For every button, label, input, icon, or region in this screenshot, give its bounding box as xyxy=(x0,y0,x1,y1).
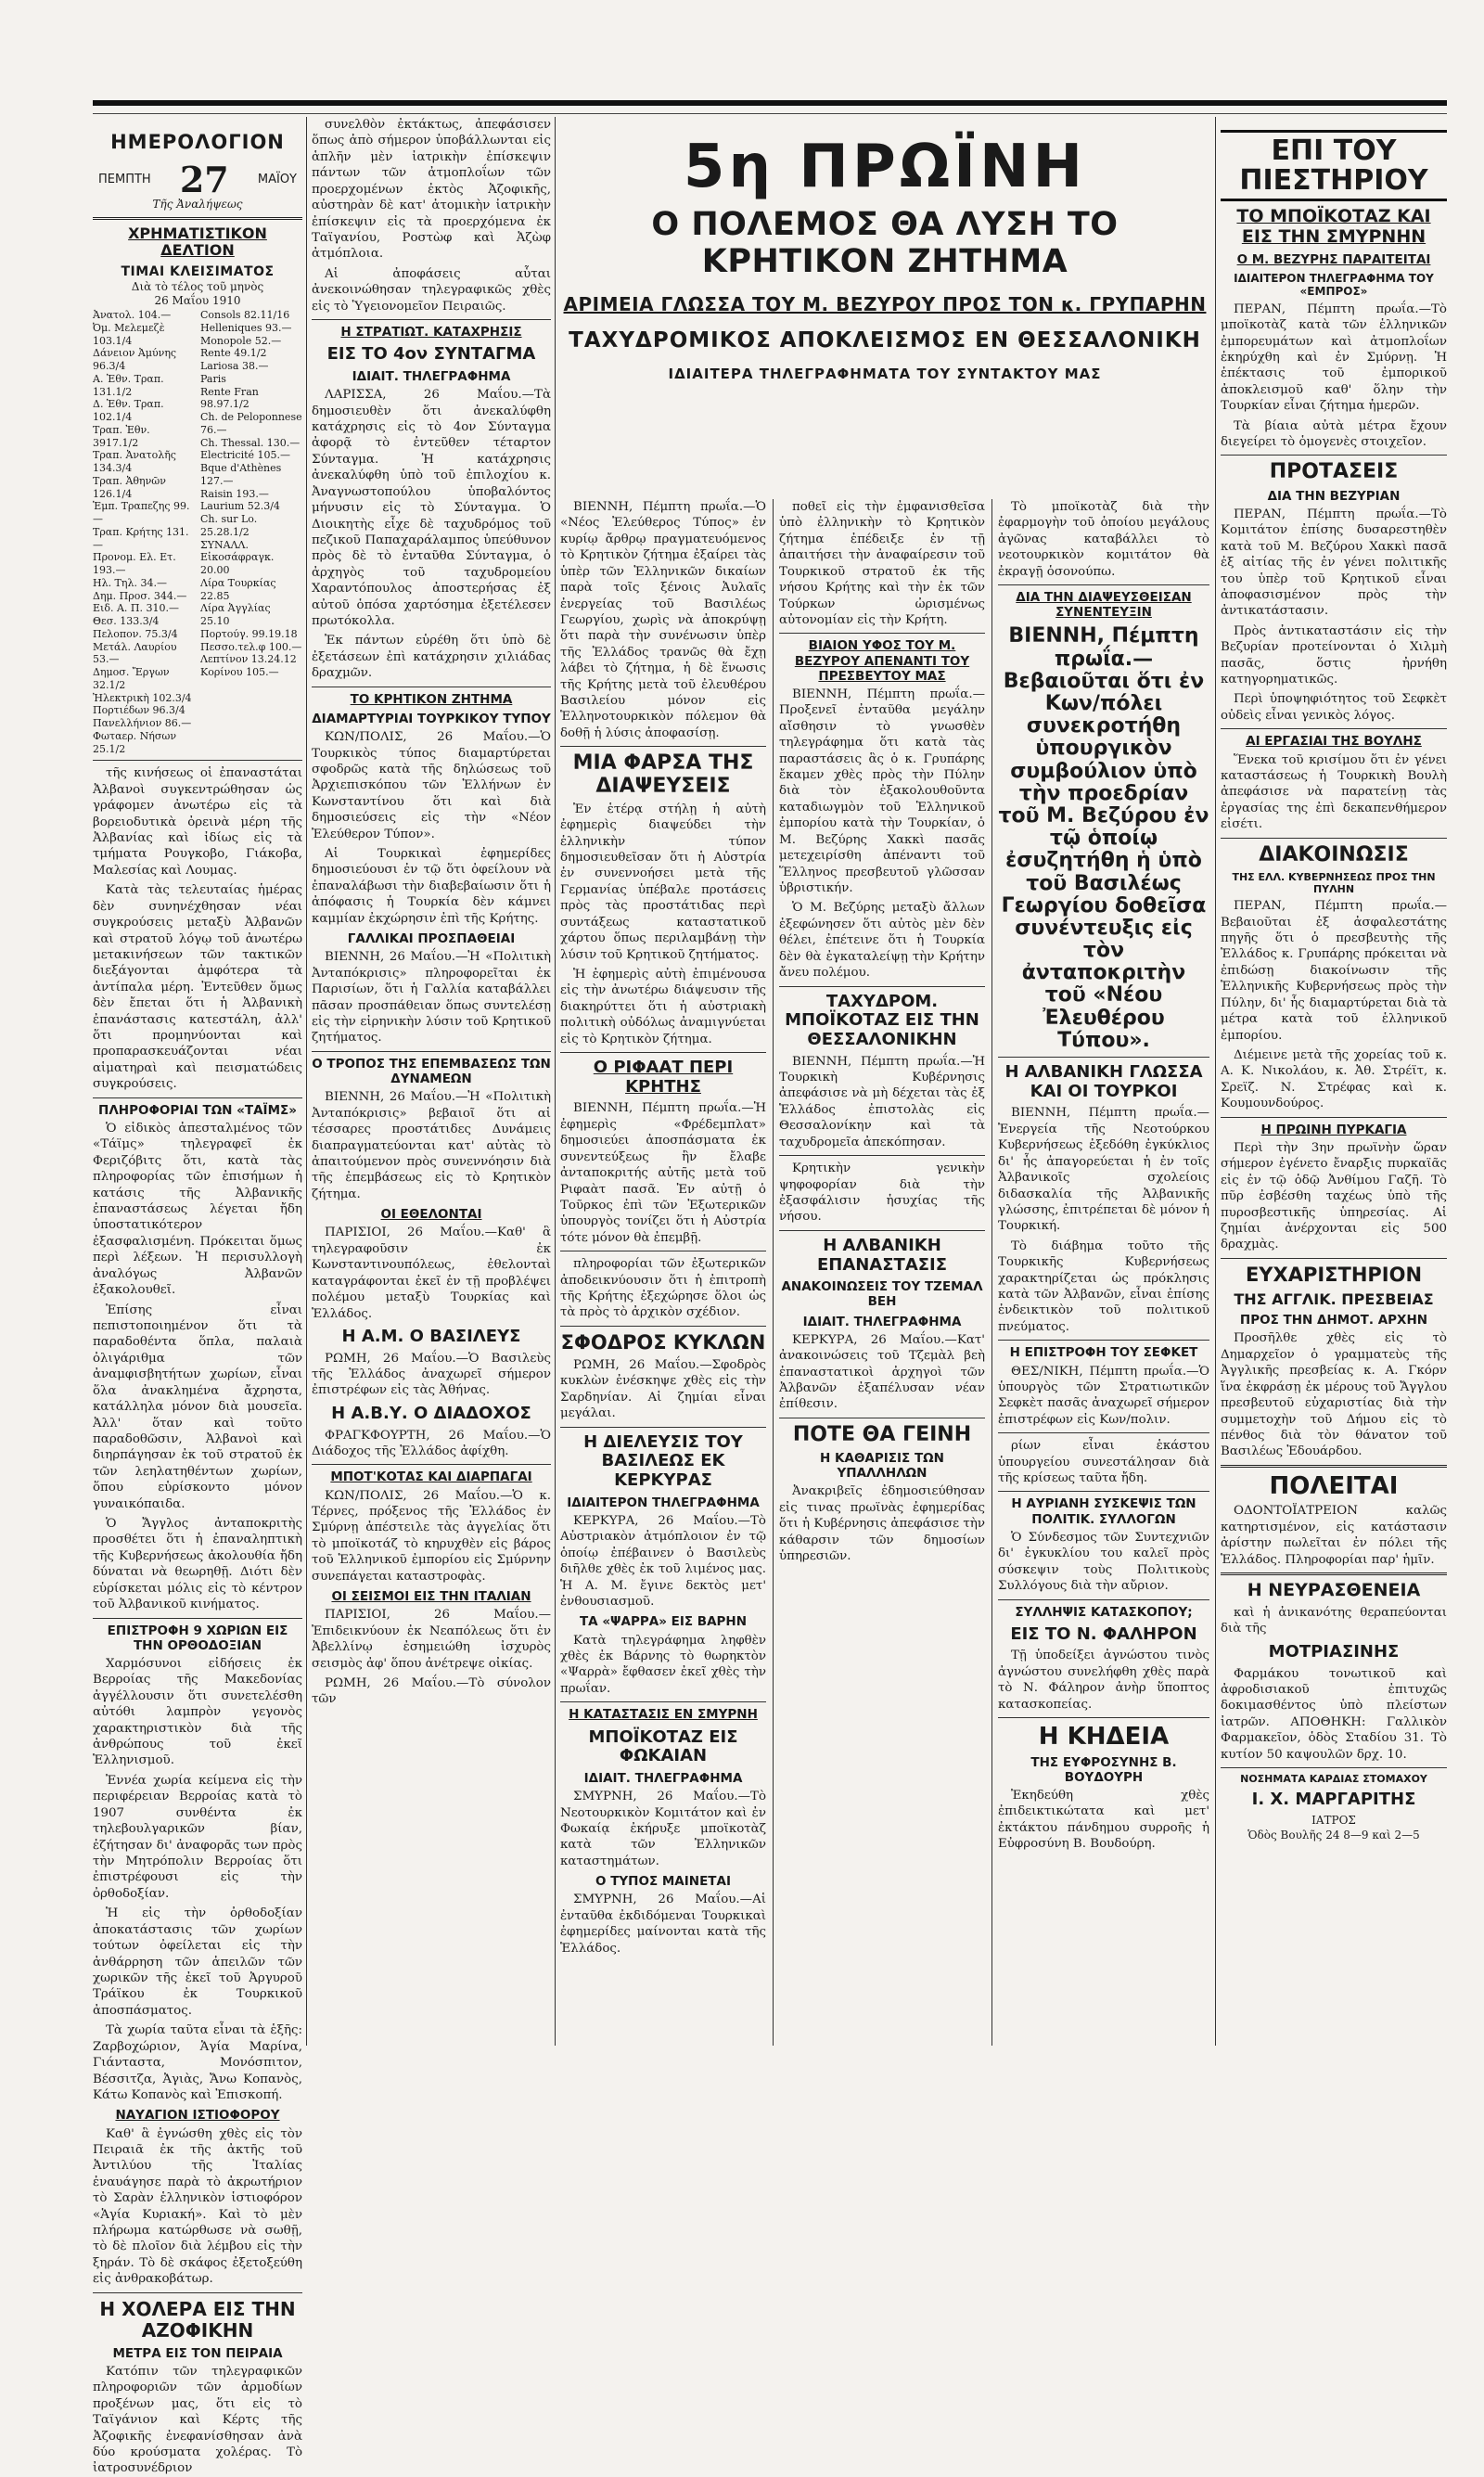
article-text: Τὸ μποϊκοτὰζ διὰ τὴν ἐφαρμογὴν τοῦ ὁποίου μεγάλους ἀγῶνας καταβάλλει τὸ νεοτουρκικὸν κομιτάτον θὰ ἐκραγῇ ὁσονούπω. xyxy=(998,500,1209,579)
column-main xyxy=(560,117,1209,2046)
article-text: Ἐκ πάντων εὑρέθη ὅτι ὑπὸ δὲ ἐξετάσεων ἐπὶ κατάχρησιν χιλιάδας δραχμῶν. xyxy=(312,634,551,681)
article-text: ΡΩΜΗ, 26 Μαΐου.—Ὁ Βασιλεὺς τῆς Ἑλλάδος ἀναχωρεῖ σήμερον ἐπιστρέφων εἰς τὰς Ἀθήνας. xyxy=(312,1351,551,1398)
month-name: ΜΑΪΟΥ xyxy=(257,172,297,186)
finance-title: ΧΡΗΜΑΤΙΣΤΙΚΟΝ ΔΕΛΤΙΟΝ xyxy=(128,224,267,260)
divider xyxy=(93,760,302,761)
article-text: ρίων εἶναι ἑκάστου ὑπουργείου συνεστάλησαν διὰ τῆς κρίσεως ταῦτα ἤδη. xyxy=(998,1439,1209,1486)
price-row: Τραπ. Ἀθηνῶν 126.1/4 xyxy=(93,474,166,500)
article-text: ΒΙΕΝΝΗ, Πέμπτη πρωΐα.—Ἡ Τουρκικὴ Κυβέρνησις ἀπεφάσισε νὰ μὴ δέχεται τὰς ἐξ Ἑλλάδος ἐπιστολὰς εἰς Θεσσαλονίκην καὶ τὰ ταχυδρομεῖα ἀπεκόπησαν. xyxy=(779,1054,985,1149)
article-text: Τὰ χωρία ταῦτα εἶναι τὰ ἑξῆς: Ζαρβοχώριον, Ἁγία Μαρίνα, Γιάνταστα, Μονόσπιτον, Βέσσιτζα, Ἀγιὰς, Ἄνω Κοπανὸς, Κάτω Κοπανὸς καὶ Ἐπισκοπή. xyxy=(93,2023,302,2102)
article-text: Ἐκηδεύθη χθὲς ἐπιδεικτικώτατα καὶ μετ' ἐκτάκτου πάνδημου συρροῆς ἡ Εὐφροσύνη Β. Βουδούρη. xyxy=(998,1789,1209,1852)
price-row: Προνομ. Ελ. Ετ. 193.— xyxy=(93,551,176,577)
article-text: Ἡ ἐφημερὶς αὐτὴ ἐπιμένουσα εἰς τὴν ἀνωτέρω διάψευσιν τῆς διακηρύττει ὅτι ἡ αὐστριακὴ πολιτικὴ οὐδόλως ἀναμιγνύεται εἰς τὸ Κρητικὸν ζήτημα. xyxy=(560,967,766,1046)
article-text: Ὁ εἰδικὸς ἀπεσταλμένος τῶν «Τάϊμς» τηλεγραφεῖ ἐκ Φεριζόβιτς ὅτι, κατὰ τὰς πληροφορίας τῶν ἐπισήμων ἡ κατάσις τῆς Ἀλβανικῆς ἐπαναστάσεως λέγεται ἤδη ὑποστατικότερον ἐξασφαλισμένη. Πρόκειται ὅμως περὶ λέξεων. Ἡ περισυλλογὴ ἀναλόγως Ἀλβανῶν ἐξακολουθεῖ. xyxy=(93,1121,302,1298)
column-calendar xyxy=(93,117,302,2476)
divider xyxy=(560,1427,766,1428)
price-table xyxy=(93,309,302,755)
article-text: ΠΑΡΙΣΙΟΙ, 26 Μαΐου.—Ἐπιδεικνύουν ἐκ Νεαπόλεως ὅτι ἐν Ἀβελλίνῳ ἐσημειώθη ἰσχυρὸς σεισμὸς ἀφ' ὅπου ἀνέτρεψε οἰκίας. xyxy=(312,1608,551,1671)
divider xyxy=(1221,728,1447,729)
divider xyxy=(560,1326,766,1327)
price-row: Α. Ἐθν. Τραπ. 131.1/2 xyxy=(93,372,164,398)
column-news xyxy=(312,117,551,2046)
subcolumn-c xyxy=(998,499,1209,2046)
article-text: Καθ' ἃ ἐγνώσθη χθὲς εἰς τὸν Πειραιᾶ ἐκ τῆς ἀκτῆς τοῦ Ἀντιλύου τῆς Ἰταλίας ἐναυάγησε παρὰ τὸ ἀκρωτήριον τὸ Σαρὰν ἑλληνικὸν ἱστιοφόρον «Ἁγία Κυριακή». Καὶ τὸ μὲν πλήρωμα κατώρθωσε νὰ σωθῇ, τὸ δὲ πλοῖον διὰ λέμβου εἰς τὴν ξηράν. Τὸ δὲ σκάφος ἐξετοξεύθη εἰς ἀνθρακοβάτωρ. xyxy=(93,2126,302,2287)
article-text: Χαρμόσυνοι εἰδήσεις ἐκ Βερροίας τῆς Μακεδονίας ἀγγέλλουσιν ὅτι συνετελέσθη αὐτόθι λαμπρὸν γεγονὸς χαρακτηριστικὸν διὰ τῆς ἀνθρώπους τοῦ ἐκεῖ Ἑλληνισμοῦ. xyxy=(93,1656,302,1768)
article-headline: ΠΛΗΡΟΦΟΡΙΑΙ ΤΩΝ «ΤΑΪΜΣ» xyxy=(98,1102,297,1118)
price-row: Lariosa 38.— xyxy=(200,360,269,373)
article-headline: ΤΑΧΥΔΡΟΜ. ΜΠΟΪΚΟΤΑΖ ΕΙΣ ΤΗΝ ΘΕΣΣΑΛΟΝΙΚΗΝ xyxy=(785,991,979,1049)
divider xyxy=(1221,1258,1447,1259)
price-row: Monopole 52.— xyxy=(200,334,282,347)
ad-text: ΟΔΟΝΤΟΪΑΤΡΕΙΟΝ καλῶς κατηρτισμένον, εἰς κατάστασιν ἀρίστην πωλεῖται ἐν πόλει τῆς Ἑλλάδος. Πληροφορίαι παρ' ἡμῖν. xyxy=(1221,1504,1447,1567)
price-row: Ch. sur Lo. 25.28.1/2 xyxy=(200,513,258,538)
price-row: Ὀμ. Μελεμεζὲ 103.1/4 xyxy=(93,321,165,347)
article-text: ΡΩΜΗ, 26 Μαΐου.—Σφοδρὸς κυκλὼν ἐνέσκηψε χθὲς εἰς τὴν Σαρδηνίαν. Αἱ ζημίαι εἶναι μεγάλαι. xyxy=(560,1357,766,1421)
ad-headline: Η ΝΕΥΡΑΣΘΕΝΕΙΑ xyxy=(1247,1580,1421,1601)
article-headline: ΕΙΣ ΤΟ Ν. ΦΑΛΗΡΟΝ xyxy=(1010,1624,1197,1644)
column-press xyxy=(1221,117,1447,2046)
article-subheadline: ΙΔΙΑΙΤ. ΤΗΛΕΓΡΑΦΗΜΑ xyxy=(583,1770,743,1786)
subcolumn-rule xyxy=(991,499,992,2046)
article-headline: ΠΡΟΤΑΣΕΙΣ xyxy=(1269,460,1399,484)
article-text: Τὸ διάβημα τοῦτο τῆς Τουρκικῆς Κυβερνήσεως χαρακτηρίζεται ὡς πρόκλησις κατὰ τῶν Ἀλβανῶν, εἶναι ἐπίσης ἐνδεικτικὸν τοῦ πολιτικοῦ πνεύματος. xyxy=(998,1238,1209,1334)
article-text: ΒΙΕΝΝΗ, Πέμπτη πρωΐα.—Ἡ ἐφημερὶς «Φρέδεμπλατ» δημοσιεύει ἀποσπάσματα ἐκ συνεντεύξεως ἣν ἔλαβε ἀνταποκριτής αὐτῆς μετὰ τοῦ Ριφαὰτ πασᾶ. Ἐν αὐτῇ ὁ Τοῦρκος ἐπὶ τῶν Ἐξωτερικῶν ὑπουργὸς τονίζει ὅτι ἡ Αὐστρία τότε μόνον θὰ ἐπεμβῇ. xyxy=(560,1101,766,1245)
article-text: ΦΡΑΓΚΦΟΥΡΤΗ, 26 Μαΐου.—Ὁ Διάδοχος τῆς Ἑλλάδος ἀφίχθη. xyxy=(312,1428,551,1458)
price-row: Δημοσ. Ἔργων 32.1/2 xyxy=(93,666,170,691)
article-text: ΒΙΕΝΝΗ, Πέμπτη πρωΐα.—Ὁ «Νέος Ἐλεύθερος Τύπος» ἐν κυρίῳ ἄρθρῳ πραγματευόμενος τὸ Κρητικὸν ζήτημα ἐξαίρει τὰς ὑπὲρ τῶν Ἑλληνικῶν δικαίων παρὰ τοῖς ξένοις Ἀυλαῖς ἐνεργείας τοῦ Βασιλέως Γεωργίου, χωρὶς νὰ ἀποκρύψῃ ὅτι παρὰ τὴν συνένωσιν ὑπὲρ τῆς Ἑλλάδος τρανῶς θὰ ἔχῃ λάβει τὸ ζήτημα, ἡ δὲ ἕνωσις τῆς Κρήτης μετὰ τοῦ ἐλευθέρου Βασιλείου μόνον εἰς Ἑλληνοτουρκικὸν πόλεμον θὰ δοθῇ ἡ λύσις ἀποφασίσῃ. xyxy=(560,500,766,740)
article-text: Αἱ Τουρκικαὶ ἐφημερίδες δημοσιεύουσι ἐν τῷ ὅτι ὀφείλουν νὰ ἐπαναλάβωσι τὴν διαβεβαίωσιν ὅτι ἡ ἀπόφασις ἡ Τουρκία δὲν κάμνει καμμίαν ἐκχώρησιν ἐπὶ τῆς Κρήτης. xyxy=(312,847,551,926)
article-text: Περὶ τὴν 3ην πρωϊνὴν ὥραν σήμερον ἐγένετο ἔναρξις πυρκαϊᾶς εἰς ἐν τῷ ὁδῷ Ἀνθίμου Γαζῆ. Τὸ πῦρ ἐσβέσθη ταχέως ὑπὸ τῆς πυροσβεστικῆς ὑπηρεσίας. Αἱ ζημίαι ἀνέρχονται εἰς 500 δραχμὰς. xyxy=(1221,1140,1447,1252)
price-row: Ηλ. Τηλ. 34.— xyxy=(93,576,167,589)
article-subheadline: ΜΕΤΡΑ ΕΙΣ ΤΟΝ ΠΕΙΡΑΙΑ xyxy=(112,2345,283,2361)
article-text: ΠΑΡΙΣΙΟΙ, 26 Μαΐου.—Καθ' ἃ τηλεγραφοῦσιν ἐκ Κωνσταντινουπόλεως, ἐθελονταὶ καταγράφονται ἐκεῖ ἐν τῇ προβλέψει πολέμου μεταξὺ Τουρκίας καὶ Ἑλλάδος. xyxy=(312,1226,551,1321)
article-text: Τὰ βίαια αὐτὰ μέτρα ἔχουν διεγείρει τὸ ὁμογενὲς στοιχεῖον. xyxy=(1221,418,1447,450)
article-text: ΛΑΡΙΣΣΑ, 26 Μαΐου.—Τὰ δημοσιευθὲν ὅτι ἀνεκαλύφθη κατάχρησις εἰς τὸ 4ον Σύνταγμα ἀφορᾷ τὸ ἐντεῦθεν τέταρτον Σύνταγμα. Ἡ κατάχρησις ἀνεκαλύφθη ὑπὸ τοῦ ἐπιλοχίου κ. Ἀναγνωστοπούλου ὑποβαλόντος μήνυσιν εἰς τὸ Σύνταγμα. Ὁ Διοικητὴς εἶχε δὲ ταχυδρόμος τοῦ πεζικοῦ Παπαχαράλαμπος ὑπεύθυνον πρὸς δὲ τὸ ἐνταῦθα Σύνταγμα, ὁ ἀρχηγὸς τοῦ ταχυδρομείου Χαραντόπουλος ἀποστερήσας ἐξ αὐτοῦ ὁπόσα χαρτόσημα ἐξετέλεσεν πρωτόκολλα. xyxy=(312,388,551,629)
article-text: ΚΕΡΚΥΡΑ, 26 Μαΐου.—Τὸ Αὐστριακὸν ἀτμόπλοιον ἐν τῷ ὁποίῳ ἐπέβαινεν ὁ Βασιλεὺς διῆλθε χθὲς ἐκ τοῦ λιμένος μας. Ἡ Α. Μ. ἔγινε δεκτὸς μετ' ἐνθουσιασμοῦ. xyxy=(560,1513,766,1610)
article-text: Αἱ ἀποφάσεις αὗται ἀνεκοινώθησαν τηλεγραφικῶς χθὲς εἰς τὸ Ὑγειονομεῖον Πειραιῶς. xyxy=(312,266,551,314)
day-number: 27 xyxy=(179,159,229,201)
article-text: ΣΜΥΡΝΗ, 26 Μαΐου.—Αἱ ἐνταῦθα ἐκδιδόμεναι Τουρκικαὶ ἐφημερίδες μαίνονται κατὰ τῆς Ἑλλάδος. xyxy=(560,1893,766,1956)
article-headline: ΝΑΥΑΓΙΟΝ ΙΣΤΙΟΦΟΡΟΥ xyxy=(115,2108,280,2124)
article-headline: Ο ΡΙΦΑΑΤ ΠΕΡΙ ΚΡΗΤΗΣ xyxy=(593,1058,734,1097)
divider xyxy=(1221,1117,1447,1118)
article-subheadline: Η ΚΑΘΑΡΙΣΙΣ ΤΩΝ ΥΠΑΛΛΗΛΩΝ xyxy=(820,1451,944,1482)
article-subheadline: ΤΗΣ ΕΛΛ. ΚΥΒΕΡΝΗΣΕΩΣ ΠΡΟΣ ΤΗΝ ΠΥΛΗΝ xyxy=(1232,870,1436,895)
divider xyxy=(998,1717,1209,1718)
price-row: Ch. Thessal. 130.— xyxy=(200,436,301,449)
article-text: ΚΩΝ/ΠΟΛΙΣ, 26 Μαΐου.—Ὁ Τουρκικὸς τύπος διαμαρτύρεται σφοδρῶς κατὰ τῆς δηλώσεως τοῦ Ἀρχιεπισκόπου τῶν Ἑλλήνων ἐν Κωνσταντίνου ὅτι καὶ διὰ δημοσιεύσεις εἰς τὴν «Νέον Ἐλεύθερον Τύπον». xyxy=(312,730,551,841)
article-text: ΡΩΜΗ, 26 Μαΐου.—Τὸ σύνολον τῶν xyxy=(312,1676,551,1707)
column-rule xyxy=(306,117,307,2046)
article-text: τῆς κινήσεως οἱ ἐπαναστάται Ἀλβανοὶ συγκεντρώθησαν ὡς γράφομεν ἀνωτέρω εἰς τὰ βορειοδυτικὰ ὀρεινὰ μέρη τῆς Ἀλβανίας καὶ ἰδίως εἰς τὰ τμήματα Ρουγκοβο, Γιάκοβα, Μαλεσίας καὶ Λουμας. xyxy=(93,766,302,878)
price-row: Πορτιέδων 96.3/4 xyxy=(93,704,186,717)
article-subheadline: ΙΔΙΑΙΤ. ΤΗΛΕΓΡΑΦΗΜΑ xyxy=(352,368,511,384)
price-row: Πεσσο.τελ.φ 100.— xyxy=(200,640,302,653)
article-headline: Ο ΤΡΟΠΟΣ ΤΗΣ ΕΠΕΜΒΑΣΕΩΣ ΤΩΝ ΔΥΝΑΜΕΩΝ xyxy=(312,1056,551,1087)
article-text: Κατὰ τὰς τελευταίας ἡμέρας δὲν συνηνέχθησαν νέαι συγκρούσεις μεταξὺ Ἀλβανῶν καὶ στρατοῦ λόγῳ τοῦ ἀνωτέρω μετακινήσεων τῶν τακτικῶν διεξάγονται ἀμφότερα τὰ ἀντίπαλα μέρη. Ἐντεῦθεν ὅμως δὲν ἔπεται ὅτι ἡ Ἀλβανικὴ ἐπανάστασις κατεστάλη, ἀλλ' ὅτι προμηνύονται καὶ προπαρασκευάζονται νέαι αἱματηραὶ καὶ πεισματώδεις συγκρούσεις. xyxy=(93,883,302,1092)
price-row: Δάνειον Ἀμύνης 96.3/4 xyxy=(93,347,177,373)
edition-title: 5η ΠΡΩΪΝΗ xyxy=(683,133,1087,201)
prices-subtitle: Διὰ τὸ τέλος τοῦ μηνὸς xyxy=(131,279,264,293)
article-headline: Η ΣΤΡΑΤΙΩΤ. ΚΑΤΑΧΡΗΣΙΣ xyxy=(340,325,522,340)
subheadline: ΑΡΙΜΕΙΑ ΓΛΩΣΣΑ ΤΟΥ Μ. ΒΕΖΥΡΟΥ ΠΡΟΣ ΤΟΝ κ. ΓΡΥΠΑΡΗΝ xyxy=(563,292,1207,315)
top-rule-thin xyxy=(93,113,1447,114)
ad-text: καὶ ἡ ἀνικανότης θεραπεύονται διὰ τῆς xyxy=(1221,1605,1447,1636)
subheadline: ΤΑΧΥΔΡΟΜΙΚΟΣ ΑΠΟΚΛΕΙΣΜΟΣ ΕΝ ΘΕΣΣΑΛΟΝΙΚΗ xyxy=(569,327,1201,353)
ad-doctor-name: Ι. Χ. ΜΑΡΓΑΡΙΤΗΣ xyxy=(1251,1790,1416,1810)
article-text: Ἐπίσης εἶναι πεπιστοποιημένον ὅτι τὰ παραδοθέντα ὅπλα, παλαιὰ ὀλιγάριθμα τῶν ἀναμφισβητήτων χωρίων, εἶναι ὅλα ἀνακλημένα ἄχρηστα, κατάλληλα μόνον διὰ μουσεῖα. Ἀλλ' ὅταν καὶ τοῦτο παραδοθῶσιν, Ἀλβανοὶ καὶ διηρπάγησαν ἐκ τοῦ στρατοῦ ἐκ τῶν λεηλατηθέντων χωρίων, ὅπου εὑρίσκοντο μόνον γυναικόπαιδα. xyxy=(93,1303,302,1511)
calendar-masthead: ΗΜΕΡΟΛΟΓΙΟΝ xyxy=(110,131,285,153)
divider xyxy=(312,1464,551,1465)
article-headline: Η Α.Β.Υ. Ο ΔΙΑΔΟΧΟΣ xyxy=(331,1403,531,1423)
dateline xyxy=(93,159,302,201)
article-headline: ΤΗΣ ΑΓΓΛΙΚ. ΠΡΕΣΒΕΙΑΣ xyxy=(1234,1290,1434,1308)
price-row: Bque d'Athènes 127.— xyxy=(200,462,282,487)
price-row: Πανελλήνιον 86.— xyxy=(93,717,192,730)
article-subheadline: ΙΔΙΑΙΤΕΡΟΝ ΤΗΛΕΓΡΑΦΗΜΑ ΤΟΥ «ΕΜΠΡΟΣ» xyxy=(1234,271,1434,299)
article-headline: ΕΙΣ ΤΟ 4ον ΣΥΝΤΑΓΜΑ xyxy=(326,344,536,365)
article-subheadline: ΙΔΙΑΙΤ. ΤΗΛΕΓΡΑΦΗΜΑ xyxy=(802,1314,962,1329)
divider xyxy=(779,1230,985,1231)
article-text: ΘΕΣ/ΝΙΚΗ, Πέμπτη πρωΐα.—Ὁ ὑπουργὸς τῶν Στρατιωτικῶν Σεφκὲτ πασᾶς ἀναχωρεῖ σήμερον ἐπιστρέφων εἰς Κων/πολιν. xyxy=(998,1364,1209,1427)
ad-headline: ΝΟΣΗΜΑΤΑ ΚΑΡΔΙΑΣ ΣΤΟΜΑΧΟΥ xyxy=(1240,1773,1427,1786)
ad-doctor-role: ΙΑΤΡΟΣ xyxy=(1311,1813,1356,1827)
top-rule xyxy=(93,100,1447,106)
divider xyxy=(998,1491,1209,1492)
price-row: Ἀνατολ. 104.— xyxy=(93,309,172,322)
price-list-left xyxy=(93,309,195,755)
article-headline: ΓΑΛΛΙΚΑΙ ΠΡΟΣΠΑΘΕΙΑΙ xyxy=(347,931,516,947)
article-headline: Η ΑΥΡΙΑΝΗ ΣΥΣΚΕΨΙΣ ΤΩΝ ΠΟΛΙΤΙΚ. ΣΥΛΛΟΓΩΝ xyxy=(1011,1496,1196,1527)
price-row: Λεπτίνον 13.24.12 xyxy=(200,653,297,666)
divider xyxy=(93,217,302,220)
article-text: Ἀνακριβεῖς ἐδημοσιεύθησαν εἰς τινας πρωϊνὰς ἐφημερίδας ὅτι ἡ Κυβέρνησις ἀπεφάσισε τὴν κάθαρσιν τῶν δημοσίων ὑπηρεσιῶν. xyxy=(779,1484,985,1564)
article-text: ποθεῖ εἰς τὴν ἐμφανισθεῖσα ὑπὸ ἐλληνικὴν τὸ Κρητικὸν ζήτημα ἐπέδειξε ἐν τῇ ἀπαιτήσει τὴν ἀναφαίρεσιν τοῦ Τουρκικοῦ στρατοῦ ἐκ τῆς νήσου Κρήτης καὶ τὴν ἐκ τῶν Τούρκων ὠρισμένως αὐτονομίαν εἰς τὴν Κρήτη. xyxy=(779,500,985,627)
article-headline: ΒΙΑΙΟΝ ΥΦΟΣ ΤΟΥ Μ. ΒΕΖΥΡΟΥ ΑΠΕΝΑΝΤΙ ΤΟΥ ΠΡΕΣΒΕΥΤΟΥ ΜΑΣ xyxy=(794,638,970,684)
article-headline: ΣΦΟΔΡΟΣ ΚΥΚΛΩΝ xyxy=(560,1330,766,1354)
article-text: ΣΜΥΡΝΗ, 26 Μαΐου.—Τὸ Νεοτουρκικὸν Κομιτάτον καὶ ἐν Φωκαίᾳ ἐκήρυξε μποϊκοτὰζ κατὰ τῶν Ἑλληνικῶν καταστημάτων. xyxy=(560,1790,766,1868)
press-title: ΕΠΙ ΤΟΥ ΠΙΕΣΤΗΡΙΟΥ xyxy=(1221,130,1447,201)
article-text: ΒΙΕΝΝΗ, 26 Μαΐου.—Ἡ «Πολιτικὴ Ἀνταπόκρισις» βεβαιοῖ ὅτι αἱ τέσσαρες προστάτιδες Δυνάμεις διαπραγματεύονται κατ' αὐτὰς τὸ ἀπαιτούμενον πρὸς συνεννόησιν διὰ τῆς ἐπεμβάσεως εἰς τὸ Κρητικὸν ζήτημα. xyxy=(312,1090,551,1201)
divider xyxy=(560,1701,766,1702)
price-row: Rente Fran 98.97.1/2 xyxy=(200,385,259,411)
article-subheadline: ΔΙΑ ΤΗΝ ΒΕΖΥΡΙΑΝ xyxy=(1267,488,1401,504)
article-text: Ὁ Σύνδεσμος τῶν Συντεχνιῶν δι' ἐγκυκλίου του καλεῖ πρὸς σύσκεψιν τοὺς Πολιτικοὺς Συλλόγους διὰ τὴν αὔριον. xyxy=(998,1530,1209,1594)
article-text: Ἐν ἑτέρᾳ στήλῃ ἡ αὐτὴ ἐφημερὶς διαψεύδει τὴν ἑλληνικὴν τύπον δημοσιευθεῖσαν ὅτι ἡ Αὐστρία ἐν συνεννοήσει μετὰ τῆς Γερμανίας ὑπέβαλε προτάσεις πρὸς τὰς προστάτιδας περὶ συντάξεως καταστατικοῦ χάρτου ὅπως περιλαμβάνῃ τὴν λύσιν τοῦ Κρητικοῦ ζητήματος. xyxy=(560,802,766,962)
price-row: Κορίνου 105.— xyxy=(200,666,279,679)
article-text: Διέμεινε μετὰ τῆς χορείας τοῦ κ. Α. Κ. Νικολάου, κ. Ἀθ. Στρέϊτ, κ. Σρεϊζ. Ν. Στρέφας καὶ κ. Κουμουνδούρος. xyxy=(1221,1047,1447,1111)
divider xyxy=(1221,1465,1447,1468)
article-headline: ΣΥΛΛΗΨΙΣ ΚΑΤΑΣΚΟΠΟΥ; xyxy=(1015,1604,1193,1620)
article-headline: ΑΝΑΚΟΙΝΩΣΕΙΣ ΤΟΥ ΤΖΕΜΑΛ ΒΕΗ xyxy=(781,1279,983,1310)
article-text: Ὁ Μ. Βεζύρης μεταξὺ ἄλλων ἐξεφώνησεν ὅτι αὐτὸς μὲν δὲν θέλει, ἐπέτεινε ὅτι ἡ Τουρκία δὲν θὰ ἐγκαταλείψῃ τὴν Κρήτην ἄνευ πολέμου. xyxy=(779,901,985,981)
article-headline: ΟΙ ΕΘΕΛΟΝΤΑΙ xyxy=(380,1207,482,1223)
article-headline: ΤΑ «ΨΑΡΡΑ» ΕΙΣ ΒΑΡΗΝ xyxy=(579,1614,748,1630)
divider xyxy=(312,1051,551,1052)
price-row: Τραπ. Κρήτης 131.— xyxy=(93,525,189,551)
article-text: Τῇ ὑποδείξει ἀγνώστου τινὸς ἀγνώστου συνελήφθη χθὲς παρὰ τὸ Ν. Φάληρον ἀνὴρ ὕποπτος κατασκοπείας. xyxy=(998,1649,1209,1712)
price-row: ΣΥΝΑΛΛ. xyxy=(200,538,249,551)
price-row: Laurium 52.3/4 xyxy=(200,500,280,513)
article-text: πληροφορίαι τῶν ἐξωτερικῶν ἀποδεικνύουσιν ὅτι ἡ ἐπιτροπὴ τῆς Κρήτης ἐξεχώρησε ὅλοι ὡς τὰ πρὸς τὸ ἀρχικὸν σχέδιον. xyxy=(560,1257,766,1320)
ad-brand: ΜΟΤΡΙΑΣΙΝΗΣ xyxy=(1268,1641,1400,1662)
article-text: Κατόπιν τῶν τηλεγραφικῶν πληροφοριῶν τῶν ἀρμοδίων προξένων μας, ὅτι εἰς τὸ Ταϊγάνιον καὶ Κέρτς τῆς Ἀζοφικῆς ἐνεφανίσθησαν ἀνὰ δύο κρούσματα χολέρας. Τὸ ἰατροσυνέδριον xyxy=(93,2364,302,2476)
prices-title: ΤΙΜΑΙ ΚΛΕΙΣΙΜΑΤΟΣ xyxy=(121,263,275,279)
ad-text: Φαρμάκου τονωτικοῦ καὶ ἀφροδισιακοῦ ἐπιτυχῶς δοκιμασθέντος ὑπὸ πλείστων ἰατρῶν. ΑΠΟΘΗΚΗ: Γαλλικὸν Φαρμακεῖον, ὁδὸς Σταδίου 31. Τὸ κυτίον 50 καψουλῶν δρχ. 10. xyxy=(1221,1666,1447,1762)
divider xyxy=(1221,455,1447,456)
article-text: ΠΕΡΑΝ, Πέμπτη πρωΐα.—Τὸ μποϊκοτὰζ κατὰ τῶν ἑλληνικῶν ἐμπορευμάτων καὶ ἀτμοπλοΐων ἐκηρύχθη καὶ ἐν Σμύρνῃ. Ἡ ἐπέκτασις τοῦ ἐμπορικοῦ ἀποκλεισμοῦ καθ' ὅλην τὴν Τουρκίαν εἶναι ζήτημα ἡμερῶν. xyxy=(1221,302,1447,414)
price-row: Rente 49.1/2 xyxy=(200,347,267,360)
price-row: Δ. Ἐθν. Τραπ. 102.1/4 xyxy=(93,398,164,424)
price-row: Ειδ. Α. Π. 310.— xyxy=(93,602,179,615)
article-headline: Η ΑΛΒΑΝΙΚΗ ΕΠΑΝΑΣΤΑΣΙΣ xyxy=(816,1235,948,1275)
article-headline: Η ΚΗΔΕΙΑ xyxy=(1038,1723,1170,1752)
price-list-right xyxy=(200,309,302,755)
price-row: Ἠλεκτρικὴ 102.3/4 xyxy=(93,691,192,704)
article-headline: ΕΥΧΑΡΙΣΤΗΡΙΟΝ xyxy=(1245,1263,1423,1286)
article-text: Προσῆλθε χθὲς εἰς τὸ Δημαρχεῖον ὁ γραμματεὺς τῆς Ἀγγλικῆς πρεσβείας κ. Α. Γκόρν ἵνα ἐκφράσῃ ἐκ μέρους τοῦ Ἄγγλου πρεσβευτοῦ εὐχαριστίας διὰ τὴν συμμετοχὴν τοῦ Δήμου εἰς τὸ πένθος διὰ τὸν θάνατον τοῦ Βασιλέως Ἐδουάρδου. xyxy=(1221,1331,1447,1459)
article-headline: Η ΧΟΛΕΡΑ ΕΙΣ ΤΗΝ ΑΖΟΦΙΚΗΝ xyxy=(99,2297,296,2342)
divider xyxy=(93,1097,302,1098)
article-headline: ΔΙΑΚΟΙΝΩΣΙΣ xyxy=(1259,842,1409,866)
divider xyxy=(779,633,985,634)
article-text: Ἕνεκα τοῦ κρισίμου ὅτι ἐν γένει καταστάσεως ἡ Τουρκικὴ Βουλὴ ἀπεφάσισε νὰ παρατείνῃ τὰς ἐργασίας της ἐπὶ δεκαπενθήμερον εἰσέτι. xyxy=(1221,752,1447,832)
divider xyxy=(93,1618,302,1619)
feast-day: Τῆς Ἀναλήψεως xyxy=(152,198,243,212)
price-row: Consols 82.11/16 xyxy=(200,309,290,322)
article-headline: ΒΙΕΝΝΗ, Πέμπτη πρωΐα.—Βεβαιοῦται ὅτι ἐν Κων/πόλει συνεκροτήθη ὑπουργικὸν συμβούλιον ὑπὸ τὴν προεδρίαν τοῦ Μ. Βεζύρου ἐν τῷ ὁποίῳ ἐσυζητήθη ἡ ὑπὸ τοῦ Βασιλέως Γεωργίου δοθεῖσα συνέντευξις εἰς τὸν ἀνταποκριτὴν τοῦ «Νέου Ἐλευθέρου Τύπου». xyxy=(998,624,1209,1052)
article-text: Κρητικὴν γενικὴν ψηφοφορίαν διὰ τὴν ἐξασφάλισιν ἡσυχίας τῆς νήσου. xyxy=(779,1161,985,1225)
prices-date: 26 Μαΐου 1910 xyxy=(154,294,241,308)
divider xyxy=(779,1155,985,1156)
article-headline: Η ΚΑΤΑΣΤΑΣΙΣ ΕΝ ΣΜΥΡΝΗ xyxy=(569,1707,758,1723)
price-row: Φωταερ. Νήσων 25.1/2 xyxy=(93,729,177,755)
article-text: ΠΕΡΑΝ, Πέμπτη πρωΐα.—Βεβαιοῦται ἐξ ἀσφαλεστάτης πηγῆς ὅτι ὁ πρεσβευτὴς τῆς Ἑλλάδος κ. Γρυπάρης πρόκειται νὰ ἐπιδώσῃ διακοίνωσιν τῆς Ἑλληνικῆς Κυβερνήσεως πρὸς τὴν Πύλην, δι' ἧς διαμαρτύρεται διὰ τὰ μέτρα κατὰ τοῦ ἑλληνικοῦ ἐμπορίου. xyxy=(1221,899,1447,1043)
subcolumn-rule xyxy=(773,499,774,2046)
price-row: Δημ. Προσ. 344.— xyxy=(93,589,187,602)
article-headline: ΤΟ ΜΠΟΪΚΟΤΑΖ ΚΑΙ ΕΙΣ ΤΗΝ ΣΜΥΡΝΗΝ xyxy=(1236,206,1431,247)
article-headline: Η ΑΛΒΑΝΙΚΗ ΓΛΩΣΣΑ ΚΑΙ ΟΙ ΤΟΥΡΚΟΙ xyxy=(1004,1062,1203,1101)
article-headline: ΠΟΤΕ ΘΑ ΓΕΙΝΗ xyxy=(792,1422,972,1446)
article-headline: Η Α.Μ. Ο ΒΑΣΙΛΕΥΣ xyxy=(341,1326,521,1346)
ad-headline: ΠΟΛΕΙΤΑΙ xyxy=(1269,1471,1399,1500)
article-subheadline: ΤΗΣ ΕΥΦΡΟΣΥΝΗΣ Β. ΒΟΥΔΟΥΡΗ xyxy=(1030,1754,1177,1785)
divider xyxy=(998,1340,1209,1341)
article-text: Κατὰ τηλεγράφημα ληφθὲν χθὲς ἐκ Βάρνης τὸ θωρηκτὸν «Ψαρρὰ» ἔφθασεν ἐκεῖ χθὲς τὴν πρωΐαν. xyxy=(560,1633,766,1696)
article-text: ΒΙΕΝΝΗ, 26 Μαΐου.—Ἡ «Πολιτικὴ Ἀνταπόκρισις» πληροφορεῖται ἐκ Παρισίων, ὅτι ἡ Γαλλία καταβάλλει πᾶσαν προσπάθειαν ὅπως συντελέσῃ εἰς τὴν εἰρηνικὴν λύσιν τοῦ Κρητικοῦ ζητήματος. xyxy=(312,950,551,1046)
article-headline: ΕΠΙΣΤΡΟΦΗ 9 ΧΩΡΙΩΝ ΕΙΣ ΤΗΝ ΟΡΘΟΔΟΞΙΑΝ xyxy=(107,1623,288,1653)
price-row: Μετάλ. Λαυρίου 53.— xyxy=(93,640,177,666)
divider xyxy=(1221,1572,1447,1575)
price-row: Helleniques 93.— xyxy=(200,321,292,334)
article-text: Περὶ ὑποψηφιότητος τοῦ Σεφκὲτ οὐδεὶς εἶναι γενικὸς λόγος. xyxy=(1221,692,1447,723)
article-headline: ΤΟ ΚΡΗΤΙΚΟΝ ΖΗΤΗΜΑ xyxy=(350,691,513,707)
price-row: Λίρα Ἀγγλίας 25.10 xyxy=(200,602,271,628)
price-row: Πορτούγ. 99.19.18 xyxy=(200,627,298,640)
divider xyxy=(998,584,1209,585)
article-text: Ἡ εἰς τὴν ὀρθοδοξίαν ἀποκατάστασις τῶν χωρίων τούτων ὀφείλεται εἰς τὴν ἀνθάρρηση τῶν ἀπειλῶν τῶν χωρικῶν τῆς ἐκεῖ τοῦ Ἀργυροῦ Τράϊκου ἐκ Τουρκικοῦ ἀποσπάσματος. xyxy=(93,1906,302,2018)
price-row: Θεσ. 133.3/4 xyxy=(93,615,160,628)
article-headline: ΑΙ ΕΡΓΑΣΙΑΙ ΤΗΣ ΒΟΥΛΗΣ xyxy=(1246,734,1422,750)
price-row: Τραπ. Ἀνατολῆς 134.3/4 xyxy=(93,449,176,475)
price-row: Τραπ. Ἐθν. 3917.1/2 xyxy=(93,423,150,449)
price-row: Paris xyxy=(200,372,226,385)
column-rule xyxy=(555,117,556,2046)
article-headline: Η ΠΡΩΙΝΗ ΠΥΡΚΑΓΙΑ xyxy=(1260,1122,1407,1137)
price-row: Electricité 105.— xyxy=(200,449,291,462)
divider xyxy=(1221,1767,1447,1768)
subcolumn-b xyxy=(779,499,985,2046)
price-row: Raisin 193.— xyxy=(200,487,269,500)
price-row: Εἰκοσάφραγκ. 20.00 xyxy=(200,551,275,577)
day-name: ΠΕΜΠΤΗ xyxy=(98,172,151,186)
article-text: ΚΕΡΚΥΡΑ, 26 Μαΐου.—Κατ' ἀνακοινώσεις τοῦ Τζεμὰλ βεὴ ἐπαναστατικοὶ ἀρχηγοὶ τῶν Ἀλβανῶν ἐξαπέλυσαν νέαν ἐπίθεσιν. xyxy=(779,1332,985,1412)
price-row: Ἑμπ. Τραπεζης 99.— xyxy=(93,500,190,526)
article-subheadline: ΙΔΙΑΙΤΕΡΟΝ ΤΗΛΕΓΡΑΦΗΜΑ xyxy=(567,1495,760,1510)
subheadline: ΙΔΙΑΙΤΕΡΑ ΤΗΛΕΓΡΑΦΗΜΑΤΑ ΤΟΥ ΣΥΝΤΑΚΤΟΥ ΜΑΣ xyxy=(668,366,1102,383)
column-rule xyxy=(1215,117,1216,2046)
divider xyxy=(1221,838,1447,839)
article-text: ΒΙΕΝΝΗ, Πέμπτη πρωΐα.—Ἐνεργεία τῆς Νεοτούρκου Κυβερνήσεως ἐξεδόθη ἐγκύκλιος δι' ἧς ἀπαγορεύεται ἡ ἐν τοῖς Ἀλβανικοῖς σχολείοις διδασκαλία τῆς Ἀλβανικῆς γλώσσης, ἐπιτρέπεται δὲ μόνον ἡ Τουρκική. xyxy=(998,1106,1209,1234)
divider xyxy=(312,319,551,320)
ad-doctor-address: Ὁδὸς Βουλῆς 24 8—9 καὶ 2—5 xyxy=(1247,1828,1420,1842)
divider xyxy=(779,986,985,987)
article-text: ΠΕΡΑΝ, Πέμπτη πρωΐα.—Τὸ Κομιτάτον ἐπίσης δυσαρεστηθὲν κατὰ τοῦ Μ. Βεζύρου Χακκὶ πασᾶ ἐξ αἰτίας τῆς ἐν γένει πολιτικῆς του ὑπὲρ τοῦ Κρητικοῦ εἶναι ἀποφασισμένον πρὸς τὴν ἀντικατάστασιν. xyxy=(1221,507,1447,619)
article-text: συνελθὸν ἐκτάκτως, ἀπεφάσισεν ὅπως ἀπὸ σήμερον ὑποβάλλωνται εἰς ἁπλῆν μὲν ἰατρικὴν ἐπίσκεψιν πάντων τῶν ἀτμοπλοΐων τῶν προερχομένων ἐκτὸς Ἀζοφικῆς, αὐστηρὰν δὲ κατ' ἀτομικὴν ἰατρικὴν ἐπίσκεψιν εἰς τὰ προερχόμενα ἐκ Ταϊγανίου, Ροστὼφ καὶ Ἀζὼφ ἀτμόπλοια. xyxy=(312,118,551,262)
divider xyxy=(560,1052,766,1053)
divider xyxy=(998,1432,1209,1433)
divider xyxy=(998,1599,1209,1600)
article-headline: Ο Μ. ΒΕΖΥΡΗΣ ΠΑΡΑΙΤΕΙΤΑΙ xyxy=(1236,251,1431,267)
article-subheadline: ΠΡΟΣ ΤΗΝ ΔΗΜΟΤ. ΑΡΧΗΝ xyxy=(1239,1313,1428,1328)
article-headline: ΜΠΟΤ'ΚΟΤΑΣ ΚΑΙ ΔΙΑΡΠΑΓΑΙ xyxy=(330,1470,532,1485)
article-subheadline: ΔΙΑΜΑΡΤΥΡΙΑΙ ΤΟΥΡΚΙΚΟΥ ΤΥΠΟΥ xyxy=(312,711,551,726)
article-headline: ΔΙΑ ΤΗΝ ΔΙΑΨΕΥΣΘΕΙΣΑΝ ΣΥΝΕΝΤΕΥΞΙΝ xyxy=(1016,590,1192,621)
main-subcolumns xyxy=(560,499,1209,2046)
article-headline: ΜΙΑ ΦΑΡΣΑ ΤΗΣ ΔΙΑΨΕΥΣΕΙΣ xyxy=(572,751,754,798)
subcolumn-a xyxy=(560,499,766,2046)
main-headline: Ο ΠΟΛΕΜΟΣ ΘΑ ΛΥΣΗ ΤΟ ΚΡΗΤΙΚΟΝ ΖΗΤΗΜΑ xyxy=(651,206,1119,281)
article-text: Ἐννέα χωρία κείμενα εἰς τὴν περιφέρειαν Βερροίας κατὰ τὸ 1907 συνθέντα ἐκ τηλεβουλγαρικῶν βίαν, ἐζήτησαν δι' ἀναφορᾶς των πρὸς τὴν Μητρόπολιν Βερροίας ὅτι ἐπιστρέφουσι εἰς τὴν ὀρθοδοξίαν. xyxy=(93,1773,302,1901)
article-text: ΚΩΝ/ΠΟΛΙΣ, 26 Μαΐου.—Ὁ κ. Τέρνες, πρόξενος τῆς Ἑλλάδος ἐν Σμύρνῃ ἀπέστειλε τὰς ἀγγελίας ὅτι τὸ μποϊκοτάζ τὸ κηρυχθὲν εἰς βάρος τοῦ Ἑλληνικοῦ ἐμπορίου εἰς Σμύρνην συνεπάγεται καταστροφὰς. xyxy=(312,1488,551,1584)
article-headline: Ο ΤΥΠΟΣ ΜΑΙΝΕΤΑΙ xyxy=(595,1874,731,1890)
article-headline: ΜΠΟΪΚΟΤΑΖ ΕΙΣ ΦΩΚΑΙΑΝ xyxy=(588,1726,738,1766)
price-row: Ch. de Peloponnese 76.— xyxy=(200,411,302,436)
article-headline: ΟΙ ΣΕΙΣΜΟΙ ΕΙΣ ΤΗΝ ΙΤΑΛΙΑΝ xyxy=(331,1589,531,1605)
article-headline: Η ΕΠΙΣΤΡΟΦΗ ΤΟΥ ΣΕΦΚΕΤ xyxy=(1009,1345,1198,1361)
price-row: Πελοπον. 75.3/4 xyxy=(93,627,178,640)
divider xyxy=(560,746,766,747)
divider xyxy=(998,1057,1209,1058)
article-text: ΒΙΕΝΝΗ, Πέμπτη πρωΐα.—Προξενεῖ ἐνταῦθα μεγάλην αἴσθησιν τὸ γνωσθὲν τηλεγράφημα ὅτι κατὰ τὰς παραστάσεις ἃς ὁ κ. Γρυπάρης ἔκαμεν χθὲς πρὸς τὴν Πύλην διὰ τὸν ἐξακολουθοῦντα καταδιωγμὸν τοῦ Ἑλληνικοῦ ἐμπορίου κατὰ τὴν Τουρκίαν, ὁ Μ. Βεζύρης Χακκὶ πασᾶς μετεχειρίσθη ἀπέναντι τοῦ Ἕλληνος πρεσβευτοῦ γλῶσσαν ὑβριστικήν. xyxy=(779,687,985,895)
article-headline: Η ΔΙΕΛΕΥΣΙΣ ΤΟΥ ΒΑΣΙΛΕΩΣ ΕΚ ΚΕΡΚΥΡΑΣ xyxy=(583,1431,743,1491)
article-text: Ὁ Ἄγγλος ἀνταποκριτὴς προσθέτει ὅτι ἡ ἐπαναληπτικὴ τῆς Κυβερνήσεως ἀκολουθία ἤδη δύναται νὰ θεωρηθῇ. Διότι δὲν εὑρίσκεται μόλις εἰς τὸ κέντρον τοῦ Ἀλβανικοῦ κινήματος. xyxy=(93,1517,302,1612)
divider xyxy=(93,2292,302,2293)
article-text: Πρὸς ἀντικαταστάσιν εἰς τὴν Βεζυρίαν προτείνονται ὁ Χιλμὴ πασᾶς, ὅστις ἠρνήθη κατηγορηματικῶς. xyxy=(1221,623,1447,687)
price-row: Λίρα Τουρκίας 22.85 xyxy=(200,576,276,602)
